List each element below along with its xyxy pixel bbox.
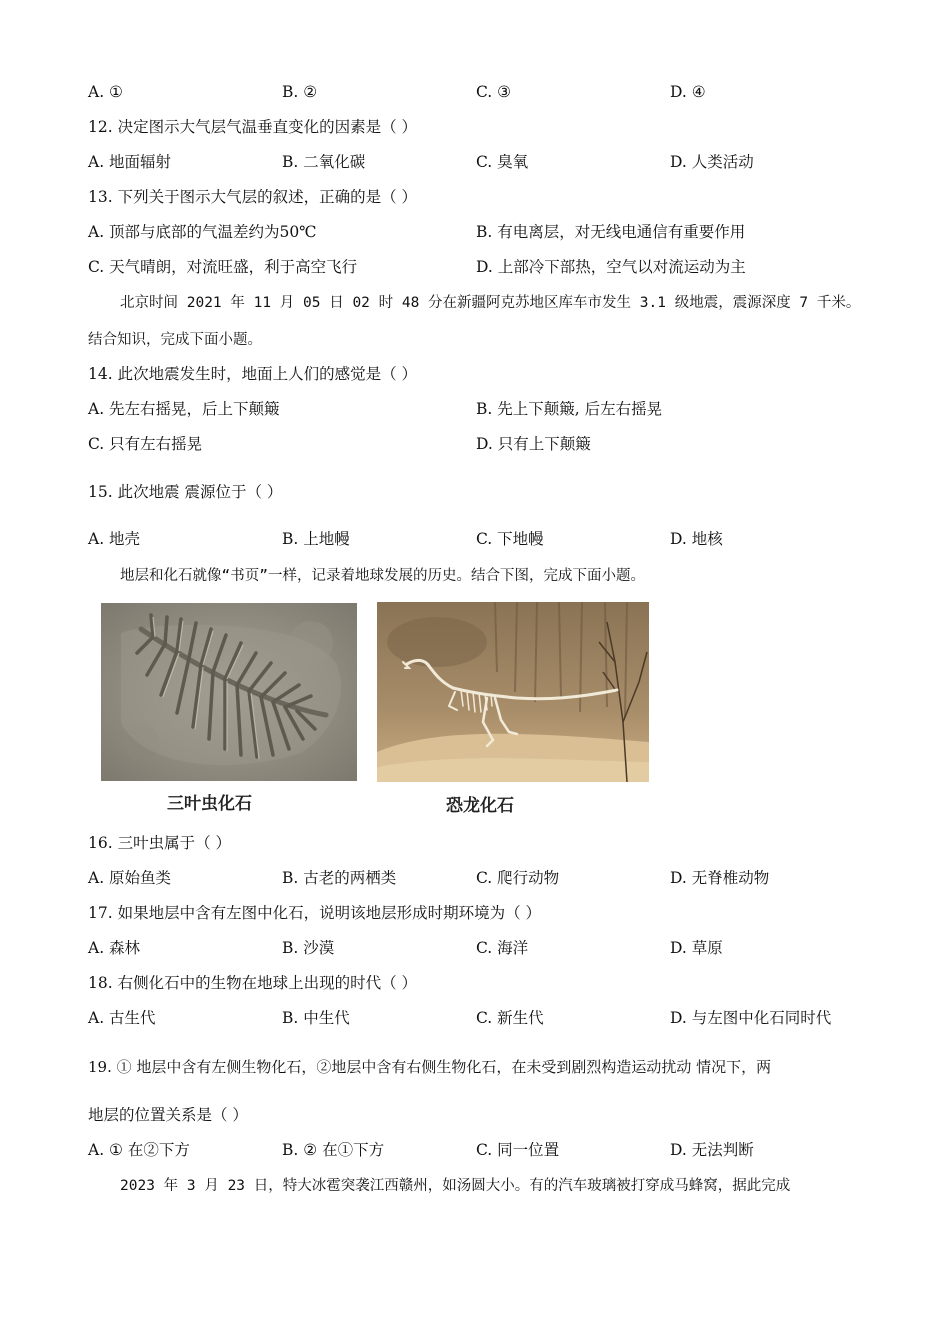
q19-option-c[interactable]: C. 同一位置	[476, 1141, 560, 1159]
q14-option-a[interactable]: A. 先左右摇晃，后上下颠簸	[88, 400, 280, 418]
q19-option-b[interactable]: B. ② 在①下方	[282, 1141, 385, 1159]
trilobite-fossil-image	[101, 603, 357, 781]
q14-option-d[interactable]: D. 只有上下颠簸	[476, 435, 591, 453]
q18-option-d[interactable]: D. 与左图中化石同时代	[670, 1009, 832, 1027]
q13-stem: 13. 下列关于图示大气层的叙述，正确的是（ ）	[88, 188, 418, 206]
q18-option-c[interactable]: C. 新生代	[476, 1009, 544, 1027]
q19-stem-line1: 19. ① 地层中含有左侧生物化石，②地层中含有右侧生物化石，在未受到剧烈构造运动扰动 情况下，两	[88, 1058, 772, 1076]
q12-option-c[interactable]: C. 臭氧	[476, 153, 529, 171]
q17-option-b[interactable]: B. 沙漠	[282, 939, 335, 957]
q12-option-a[interactable]: A. 地面辐射	[88, 153, 172, 171]
q18-option-a[interactable]: A. 古生代	[88, 1009, 156, 1027]
q18-option-b[interactable]: B. 中生代	[282, 1009, 350, 1027]
passage-fossil: 地层和化石就像“书页”一样，记录着地球发展的历史。结合下图，完成下面小题。	[120, 568, 645, 584]
q17-option-d[interactable]: D. 草原	[670, 939, 723, 957]
q16-stem: 16. 三叶虫属于（ ）	[88, 834, 232, 852]
q11-option-c[interactable]: C. ③	[476, 83, 512, 101]
q14-stem: 14. 此次地震发生时，地面上人们的感觉是（ ）	[88, 365, 418, 383]
q15-option-c[interactable]: C. 下地幔	[476, 530, 544, 548]
q16-option-c[interactable]: C. 爬行动物	[476, 869, 560, 887]
q19-option-d[interactable]: D. 无法判断	[670, 1141, 754, 1159]
q12-option-d[interactable]: D. 人类活动	[670, 153, 754, 171]
q15-stem: 15. 此次地震 震源位于（ ）	[88, 483, 283, 501]
q13-option-c[interactable]: C. 天气晴朗，对流旺盛，利于高空飞行	[88, 258, 358, 276]
q13-option-b[interactable]: B. 有电离层，对无线电通信有重要作用	[476, 223, 746, 241]
q15-option-d[interactable]: D. 地核	[670, 530, 723, 548]
dinosaur-fossil-caption: 恐龙化石	[446, 796, 514, 816]
q16-option-b[interactable]: B. 古老的两栖类	[282, 869, 397, 887]
q19-option-a[interactable]: A. ① 在②下方	[88, 1141, 190, 1159]
q15-option-b[interactable]: B. 上地幔	[282, 530, 350, 548]
q17-stem: 17. 如果地层中含有左图中化石，说明该地层形成时期环境为（ ）	[88, 904, 542, 922]
q11-option-b[interactable]: B. ②	[282, 83, 318, 101]
q14-option-b[interactable]: B. 先上下颠簸, 后左右摇晃	[476, 400, 663, 418]
q12-option-b[interactable]: B. 二氧化碳	[282, 153, 366, 171]
passage-hail: 2023 年 3 月 23 日，特大冰雹突袭江西赣州，如汤圆大小。有的汽车玻璃被打穿成马蜂窝，据此完成	[120, 1178, 791, 1194]
q17-option-a[interactable]: A. 森林	[88, 939, 141, 957]
dinosaur-fossil-image	[377, 602, 649, 782]
q18-stem: 18. 右侧化石中的生物在地球上出现的时代（ ）	[88, 974, 418, 992]
q16-option-d[interactable]: D. 无脊椎动物	[670, 869, 770, 887]
q13-option-d[interactable]: D. 上部冷下部热，空气以对流运动为主	[476, 258, 746, 276]
trilobite-fossil-caption: 三叶虫化石	[167, 794, 252, 814]
q14-option-c[interactable]: C. 只有左右摇晃	[88, 435, 203, 453]
q11-option-a[interactable]: A. ①	[88, 83, 123, 101]
q12-stem: 12. 决定图示大气层气温垂直变化的因素是（ ）	[88, 118, 418, 136]
q19-stem-line2: 地层的位置关系是（ ）	[88, 1106, 248, 1124]
q13-option-a[interactable]: A. 顶部与底部的气温差约为50℃	[88, 223, 317, 241]
q11-option-d[interactable]: D. ④	[670, 83, 706, 101]
passage-earthquake-line2: 结合知识，完成下面小题。	[88, 332, 262, 348]
q17-option-c[interactable]: C. 海洋	[476, 939, 529, 957]
q15-option-a[interactable]: A. 地壳	[88, 530, 141, 548]
passage-earthquake-line1: 北京时间 2021 年 11 月 05 日 02 时 48 分在新疆阿克苏地区库车市发生 3.1 级地震，震源深度 7 千米。	[120, 295, 861, 311]
q16-option-a[interactable]: A. 原始鱼类	[88, 869, 172, 887]
